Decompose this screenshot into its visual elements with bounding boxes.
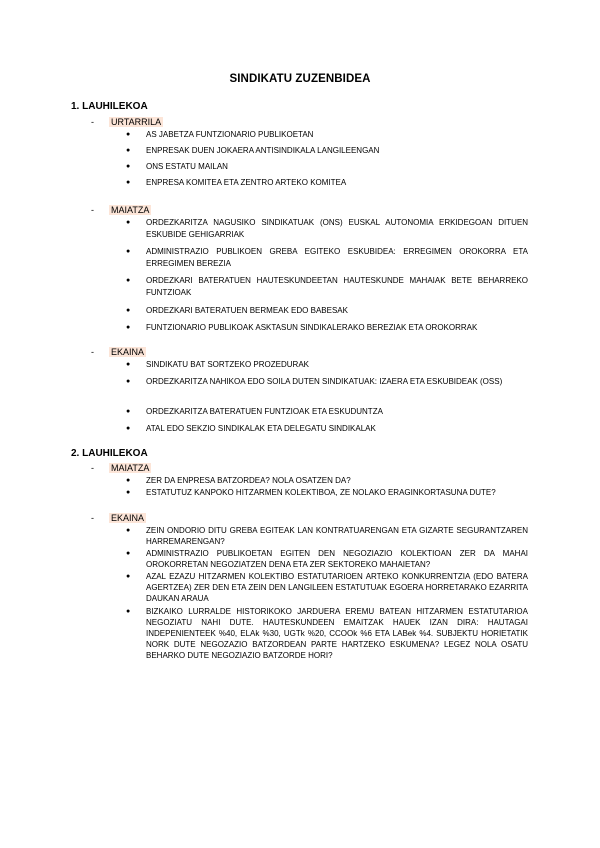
section-heading: 1. LAUHILEKOA (71, 101, 148, 112)
month-name: MAIATZA (111, 205, 150, 215)
list-item: ● ATAL EDO SEKZIO SINDIKALAK ETA DELEGATU SINDIKALAK (126, 424, 376, 433)
month-name: EKAINA (111, 513, 145, 523)
list-item: ● ORDEZKARITZA BATERATUEN FUNTZIOAK ETA ESKUDUNTZA (126, 407, 383, 416)
list-item: ● BIZKAIKO LURRALDE HISTORIKOKO JARDUERA EREMU BATEAN HITZARMEN ESTATUTARIOA NEGOZIATU NAHI DUTE. HAUTESKUNDEEN EMAITZAK HAUEK IZAN DIRA: HAUTAGAI INDEPENIENTEEK %40, ELAk %30, UGTk %20, CCOOk %6 ETA LABek %4. SUBJEKTU HORIETATIK NORK DUTE NEGOZAZIO BATZORDEAN PARTE HARTZEKO ESKUMENA? LEGEZ NOLA OSATU BEHARKO DUTE NEGOZIAZIO BATZORDE HORI? (126, 607, 528, 660)
document-title: SINDIKATU ZUZENBIDEA (229, 73, 371, 85)
month-label: - MAIATZA (91, 205, 150, 215)
list-item: ● ONS ESTATU MAILAN (126, 162, 228, 171)
list-item: ● AZAL EZAZU HITZARMEN KOLEKTIBO ESTATUTARIOEN ARTEKO KONKURRENTZIA (EDO BATERA AGERTZEA) ZER DEN ETA ZEIN DEN LANGILEEN ESTATUTUAK EGOERA HORRETARAKO EZARRITA DAUKAN ARAUA (126, 572, 528, 603)
list-item: ● ORDEZKARI BATERATUEN HAUTESKUNDEETAN HAUTESKUNDE MAHAIAK BETE BEHARREKO FUNTZIOAK (126, 276, 528, 297)
section-heading: 2. LAUHILEKOA (71, 448, 148, 459)
list-item: ● ORDEZKARITZA NAGUSIKO SINDIKATUAK (ONS) EUSKAL AUTONOMIA ERKIDEGOAN DITUEN ESKUBIDE GEHIGARRIAK (126, 218, 528, 239)
list-item: ● ADMINISTRAZIO PUBLIKOEN GREBA EGITEKO ESKUBIDEA: ERREGIMEN OROKORRA ETA ERREGIMEN BEREZIA (126, 247, 528, 268)
list-item: ● SINDIKATU BAT SORTZEKO PROZEDURAK (126, 360, 309, 369)
list-item: ● ORDEZKARI BATERATUEN BERMEAK EDO BABESAK (126, 306, 348, 315)
month-label: - EKAINA (91, 347, 145, 357)
month-label: - MAIATZA (91, 463, 150, 473)
month-name: MAIATZA (111, 463, 150, 473)
list-item: ● ESTATUTUZ KANPOKO HITZARMEN KOLEKTIBOA, ZE NOLAKO ERAGINKORTASUNA DUTE? (126, 488, 496, 497)
list-item: ● ENPRESAK DUEN JOKAERA ANTISINDIKALA LANGILEENGAN (126, 146, 380, 155)
list-item: ● FUNTZIONARIO PUBLIKOAK ASKTASUN SINDIKALERAKO BEREZIAK ETA OROKORRAK (126, 323, 478, 332)
month-label: - EKAINA (91, 513, 145, 523)
month-name: EKAINA (111, 347, 145, 357)
list-item: ● ZEIN ONDORIO DITU GREBA EGITEAK LAN KONTRATUARENGAN ETA GIZARTE SEGURANTZAREN HARREMARENGAN? (126, 526, 528, 546)
list-item: ● AS JABETZA FUNTZIONARIO PUBLIKOETAN (126, 130, 314, 139)
list-item: ● ADMINISTRAZIO PUBLIKOETAN EGITEN DEN NEGOZIAZIO KOLEKTIOAN ZER DA MAHAI OROKORRETAN NEGOZIATZEN DENA ETA ZER SEKTOREKO MAHAIETAN? (126, 549, 528, 569)
month-name: URTARRILA (111, 117, 162, 127)
list-item: ● ZER DA ENPRESA BATZORDEA? NOLA OSATZEN DA? (126, 476, 351, 485)
list-item: ● ENPRESA KOMITEA ETA ZENTRO ARTEKO KOMITEA (126, 178, 347, 187)
list-item: ● ORDEZKARITZA NAHIKOA EDO SOILA DUTEN SINDIKATUAK: IZAERA ETA ESKUBIDEAK (OSS) (126, 377, 503, 386)
month-label: - URTARRILA (91, 117, 162, 127)
